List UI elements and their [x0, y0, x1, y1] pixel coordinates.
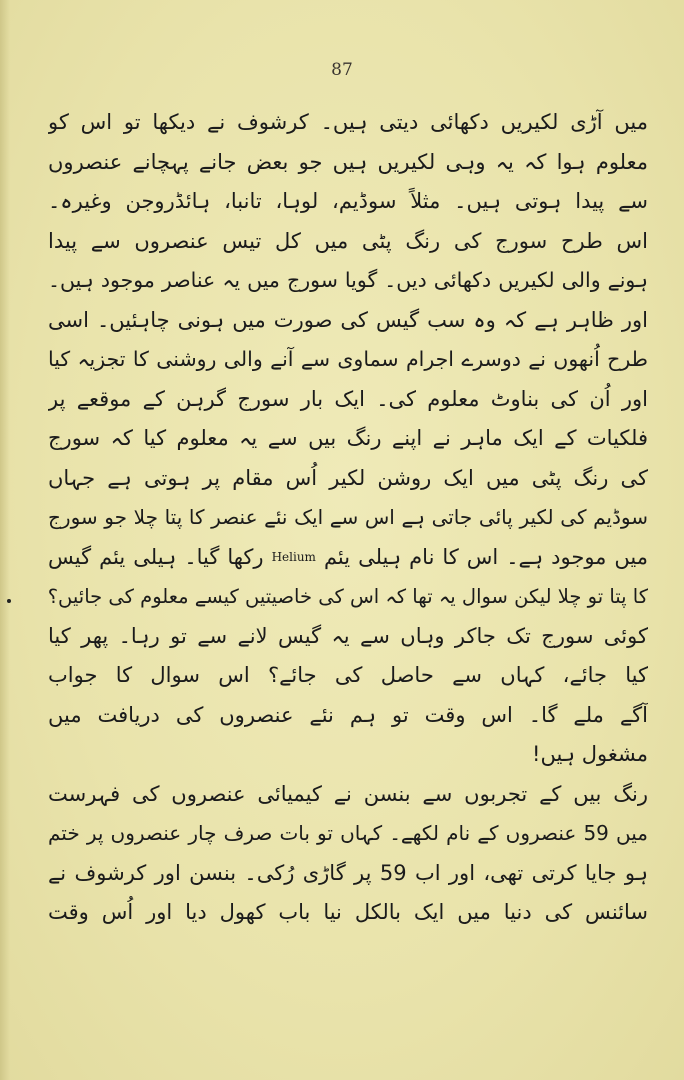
text-line: ہونے والی لکیریں دکھائی دیں۔ گویا سورج میں یہ عناصر موجود ہیں۔ [48, 268, 648, 292]
text-line-helium-tail: رکھا گیا۔ ہیلی یئم گیس [48, 544, 264, 569]
page-number: 87 [331, 60, 353, 80]
text-line: کی رنگ پٹی میں ایک روشن لکیر اُس مقام پر ہوتی ہے جہاں [48, 465, 648, 490]
text-line: سے پیدا ہوتی ہیں۔ مثلاً سوڈیم، لوہا، تانبا، ہائڈروجن وغیرہ۔ [48, 189, 648, 213]
text-line: کیا جائے، کہاں سے حاصل کی جائے؟ اس سوال کا جواب [48, 663, 648, 687]
body-text [48, 103, 648, 933]
paragraph-end-line: مشغول ہیں! [532, 742, 648, 766]
text-line: کا پتا تو چلا لیکن سوال یہ تھا کہ اس کی خاصیتیں کیسے معلوم کی جائیں؟ [48, 585, 648, 608]
text-line: طرح اُنھوں نے دوسرے اجرام سماوی سے آنے والی روشنی کا تجزیہ کیا [48, 347, 648, 371]
text-line: اور اُن کی بناوٹ معلوم کی۔ ایک بار سورج گرہن کے موقعے پر [48, 386, 648, 411]
text-line-helium [48, 538, 648, 578]
text-line: اس طرح سورج کی رنگ پٹی میں کل تیس عنصروں سے پیدا [48, 228, 648, 253]
text-line: میں آڑی لکیریں دکھائی دیتی ہیں۔ کرشوف نے دیکھا تو اس کو [48, 110, 648, 134]
text-line: سوڈیم کی لکیر پائی جاتی ہے اس سے ایک نئے عنصر کا پتا چلا جو سورج [48, 505, 648, 529]
text-line: رنگ بیں کے تجربوں سے بنسن نے کیمیائی عنصروں کی فہرست [48, 781, 648, 806]
text-line: آگے ملے گا۔ اس وقت تو ہم نئے عنصروں کی دریافت میں [48, 702, 648, 727]
text-line: سائنس کی دنیا میں ایک بالکل نیا باب کھول دیا اور اُس وقت [48, 900, 648, 924]
text-line: ہو جایا کرتی تھی، اور اب 59 پر گاڑی رُکی۔ بنسن اور کرشوف نے [48, 860, 648, 885]
text-line: میں 59 عنصروں کے نام لکھے۔ کہاں تو بات صرف چار عنصروں پر ختم [48, 821, 648, 845]
binding-shadow [0, 0, 10, 1080]
margin-speck [7, 599, 11, 603]
text-line: معلوم ہوا کہ یہ وہی لکیریں ہیں جو بعض جانے پہچانے عنصروں [48, 149, 648, 174]
text-line: فلکیات کے ایک ماہر نے اپنے رنگ بیں سے یہ معلوم کیا کہ سورج [48, 426, 648, 450]
latin-term-helium: Helium [271, 549, 316, 564]
text-line-helium-head: میں موجود ہے۔ اس کا نام ہیلی یئم [323, 544, 648, 569]
text-line: اور ظاہر ہے کہ وہ سب گیس کی صورت میں ہونی چاہئیں۔ اسی [48, 307, 648, 332]
text-line: کوئی سورج تک جاکر وہاں سے یہ گیس لانے سے تو رہا۔ پھر کیا [48, 623, 648, 648]
